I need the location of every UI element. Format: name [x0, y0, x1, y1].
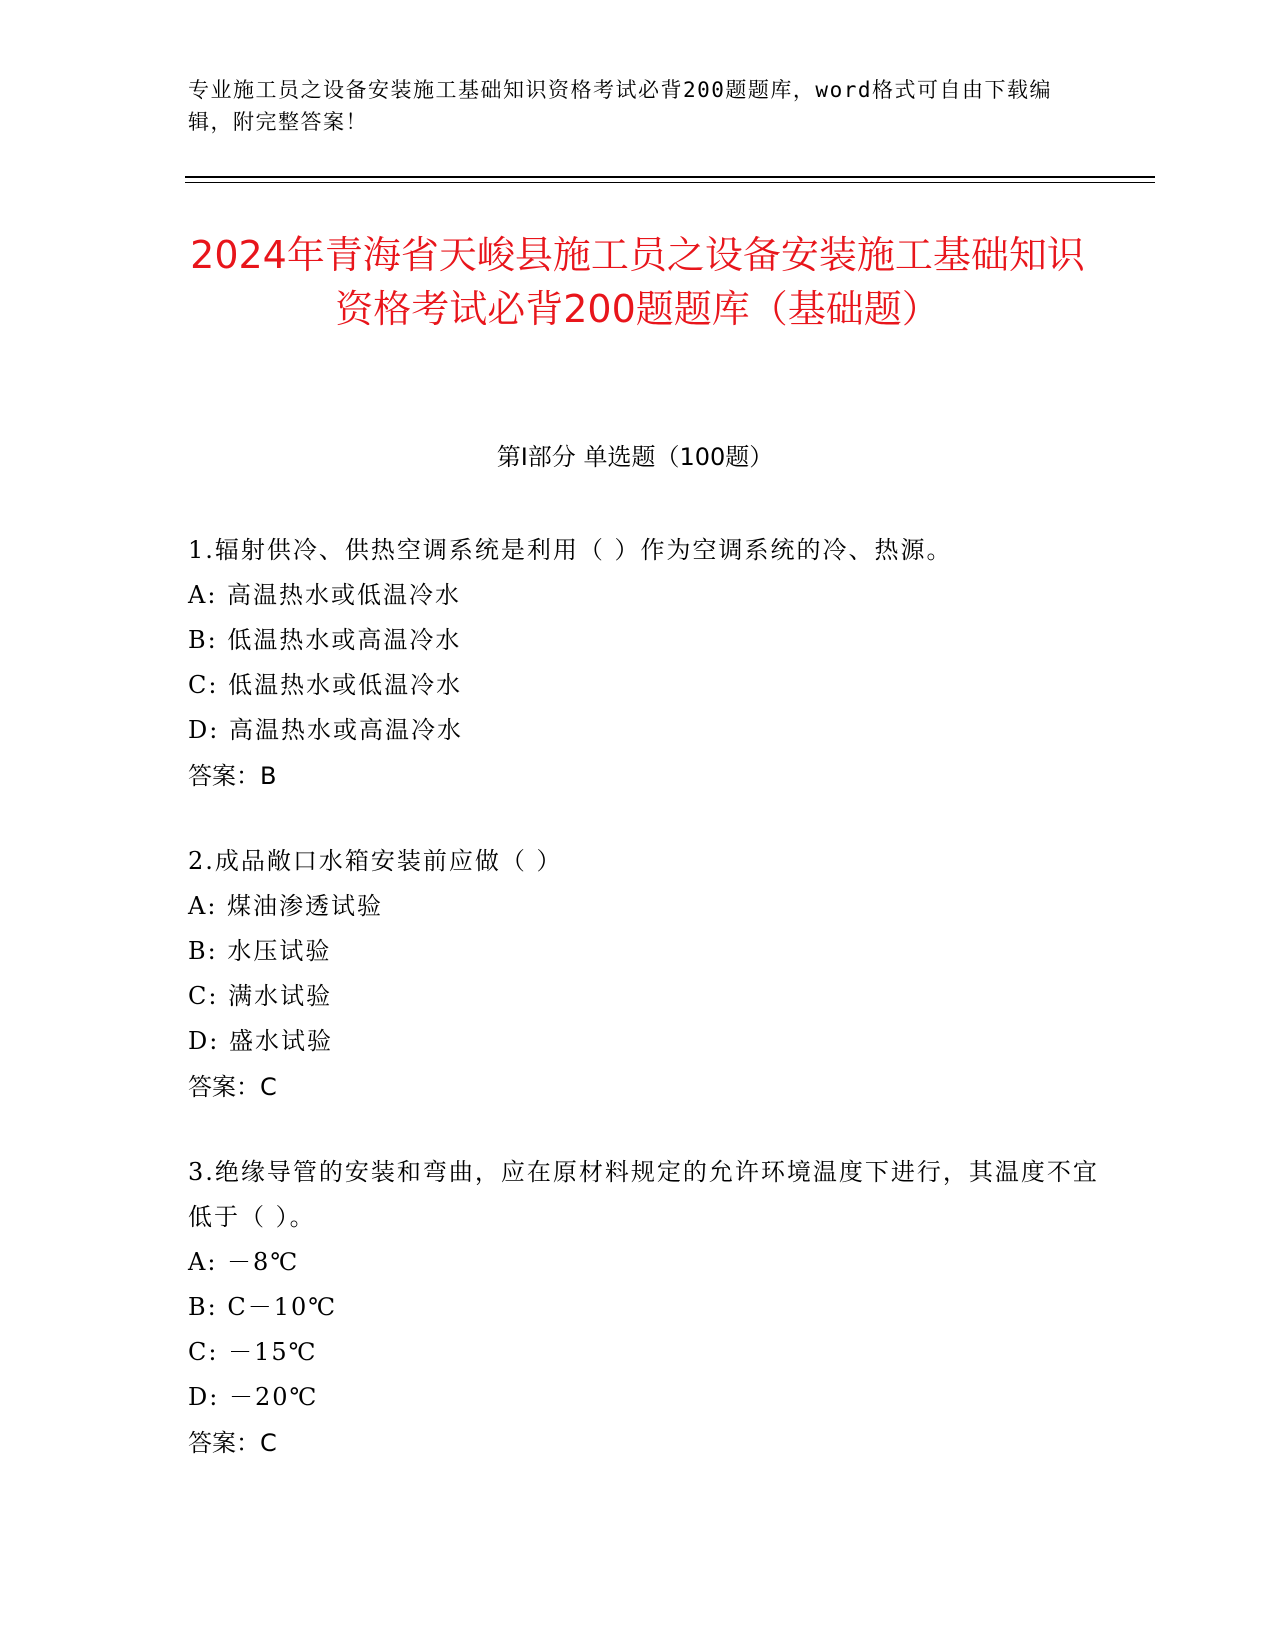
- option-d: D: 高温热水或高温冷水: [188, 716, 463, 744]
- option-b: B: C－10℃: [188, 1293, 338, 1321]
- header-note: 专业施工员之设备安装施工基础知识资格考试必背200题题库，word格式可自由下载编辑，附完整答案！: [188, 78, 1052, 134]
- header-rule-thick: [185, 176, 1155, 178]
- answer: 答案：C: [188, 1073, 277, 1101]
- option-a: A: 高温热水或低温冷水: [188, 581, 462, 609]
- question-1: [188, 528, 1108, 799]
- question-stem: 1.辐射供冷、供热空调系统是利用（ ）作为空调系统的冷、热源。: [188, 536, 953, 564]
- option-a: A: －8℃: [188, 1248, 300, 1276]
- option-c: C: －15℃: [188, 1338, 318, 1366]
- option-c: C: 满水试验: [188, 982, 333, 1010]
- option-d: D: 盛水试验: [188, 1027, 333, 1055]
- option-a: A: 煤油渗透试验: [188, 892, 384, 920]
- header-rule-thin: [185, 182, 1155, 183]
- option-b: B: 水压试验: [188, 937, 332, 965]
- option-b: B: 低温热水或高温冷水: [188, 626, 462, 654]
- answer: 答案：B: [188, 762, 277, 790]
- option-d: D: －20℃: [188, 1383, 319, 1411]
- question-2: [188, 839, 1108, 1110]
- question-list: [188, 528, 1108, 1506]
- question-3: [188, 1150, 1108, 1466]
- answer: 答案：C: [188, 1429, 277, 1457]
- document-title: 2024年青海省天峻县施工员之设备安装施工基础知识资格考试必背200题题库（基础题）: [190, 233, 1085, 331]
- option-c: C: 低温热水或低温冷水: [188, 671, 463, 699]
- section-title: 第Ⅰ部分 单选题（100题）: [496, 443, 774, 471]
- question-stem: 3.绝缘导管的安装和弯曲，应在原材料规定的允许环境温度下进行，其温度不宜低于（ ）。: [188, 1158, 1099, 1231]
- question-stem: 2.成品敞口水箱安装前应做（ ）: [188, 847, 563, 875]
